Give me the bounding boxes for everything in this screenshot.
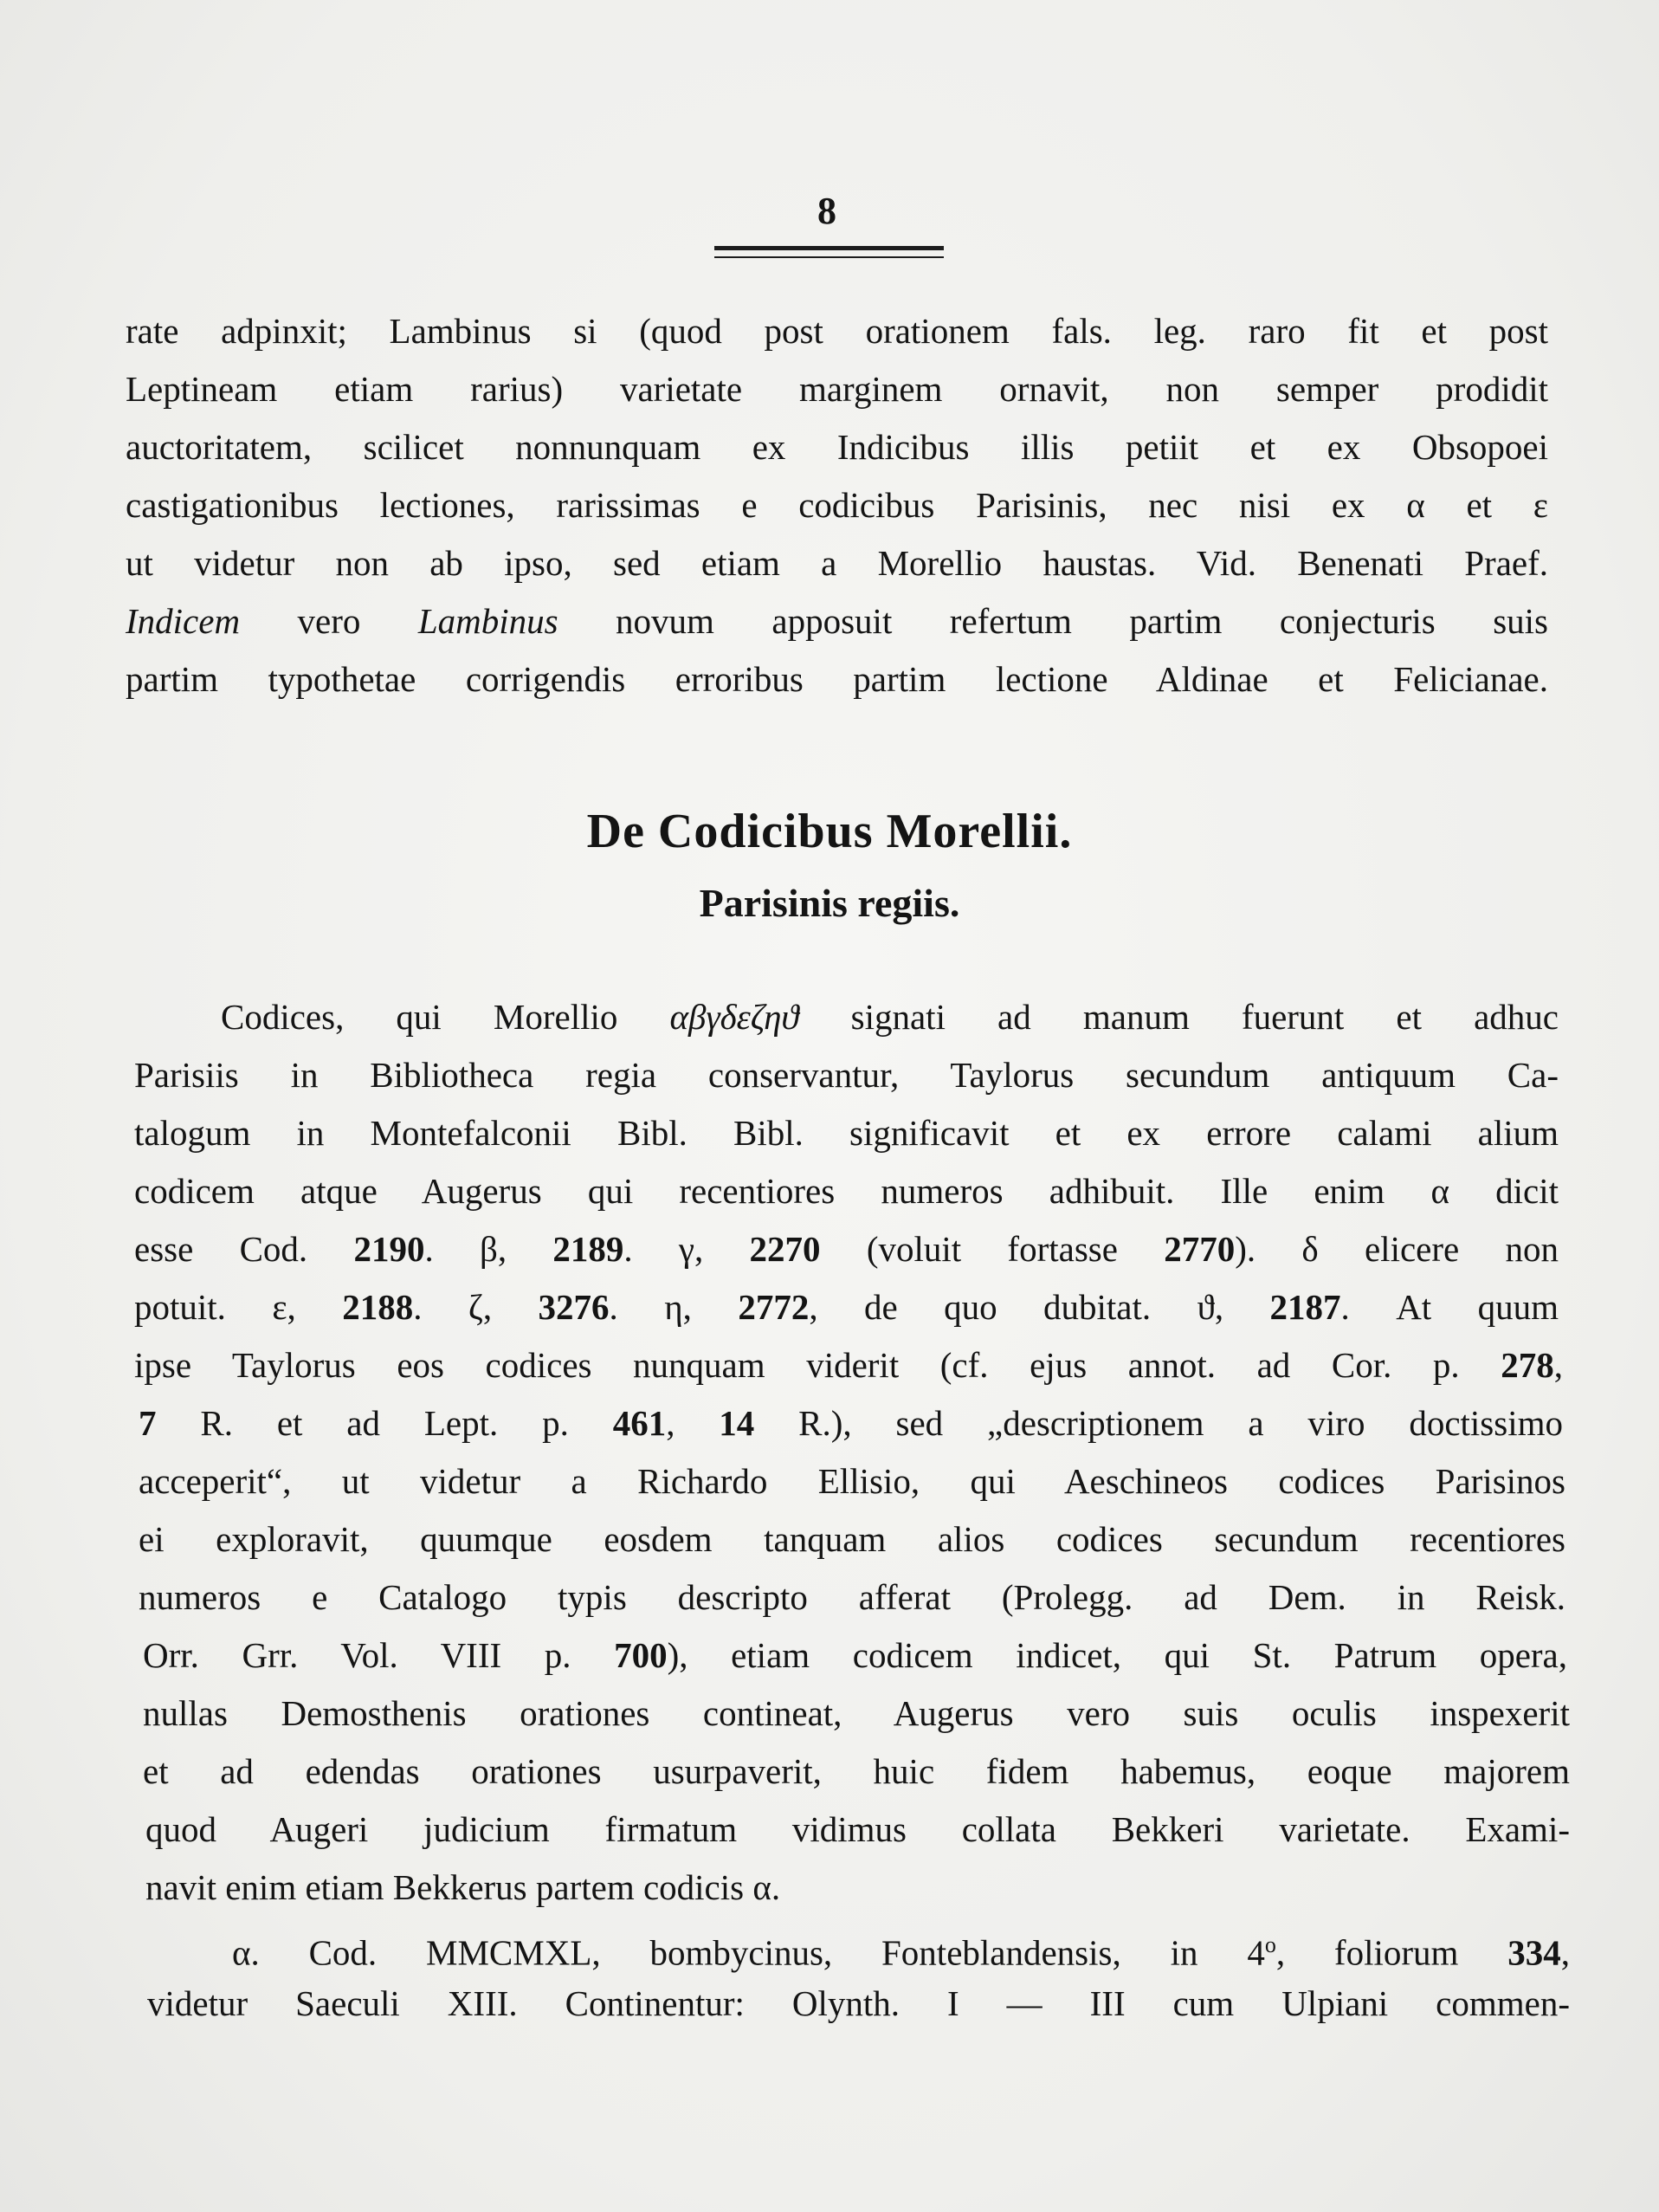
text-run: potuit. ε, xyxy=(134,1287,343,1327)
section-title: De Codicibus Morellii. xyxy=(586,805,1073,858)
text-run: . At quum xyxy=(1340,1287,1559,1327)
page-reference: 461 xyxy=(612,1403,667,1443)
text-line: codicem atque Augerus qui recentiores numeros adhibuit. Ille enim α dicit xyxy=(134,1171,1559,1211)
text-run: R.), sed „descriptionem a viro doctissimo xyxy=(754,1403,1563,1443)
text-run: . ζ, xyxy=(413,1287,539,1327)
text-line: numeros e Catalogo typis descripto afferat (Prolegg. ad Dem. in Reisk. xyxy=(139,1577,1565,1617)
folio-count: 334 xyxy=(1507,1932,1561,1973)
codex-number: 2270 xyxy=(749,1229,821,1269)
header-rule-thin xyxy=(714,256,944,258)
text-run: signati ad manum fuerunt et adhuc xyxy=(798,997,1559,1037)
page-reference: 700 xyxy=(614,1635,668,1675)
text-run: , de quo dubitat. ϑ, xyxy=(809,1287,1270,1327)
text-run: . β, xyxy=(424,1229,553,1269)
text-line: acceperit“, ut videtur a Richardo Ellisio, qui Aeschineos codices Parisinos xyxy=(139,1461,1565,1501)
page-reference: 14 xyxy=(719,1403,755,1443)
text-line: rate adpinxit; Lambinus si (quod post orationem fals. leg. raro fit et post xyxy=(126,311,1548,351)
text-line xyxy=(134,1286,1559,1328)
page-reference: 7 xyxy=(139,1403,157,1443)
text-line: partim typothetae corrigendis erroribus partim lectione Aldinae et Felicianae. xyxy=(126,659,1548,699)
text-line: auctoritatem, scilicet nonnunquam ex Indicibus illis petiit et ex Obsopoei xyxy=(126,427,1548,467)
codex-number: 2770 xyxy=(1164,1229,1236,1269)
text-line xyxy=(232,1924,1570,1974)
text-line xyxy=(139,1402,1563,1444)
page-reference: 278 xyxy=(1501,1345,1554,1385)
italic-word: Lambinus xyxy=(417,601,558,641)
text-run: . η, xyxy=(609,1287,739,1327)
text-run: ipse Taylorus eos codices nunquam viderit (cf. ejus annot. ad Cor. p. xyxy=(134,1345,1501,1385)
text-run: R. et ad Lept. p. xyxy=(156,1403,613,1443)
text-line: ut videtur non ab ipso, sed etiam a Morellio haustas. Vid. Benenati Praef. xyxy=(126,543,1548,583)
text-run: , foliorum xyxy=(1275,1932,1508,1973)
text-run: α. Cod. MMCMXL, bombycinus, Fonteblandensis, in 4 xyxy=(232,1932,1265,1973)
text-run: vero xyxy=(240,601,418,641)
text-run: ), etiam codicem indicet, qui St. Patrum opera, xyxy=(667,1635,1567,1675)
text-line: videtur Saeculi XIII. Continentur: Olynth. I — III cum Ulpiani commen- xyxy=(147,1983,1570,2023)
codex-number: 3276 xyxy=(538,1287,610,1327)
text-line: nullas Demosthenis orationes contineat, Augerus vero suis oculis inspexerit xyxy=(143,1693,1570,1733)
text-run: , xyxy=(666,1403,720,1443)
text-run: ). δ elicere non xyxy=(1235,1229,1559,1269)
text-line: navit enim etiam Bekkerus partem codicis α. xyxy=(145,1867,781,1907)
text-line xyxy=(134,1228,1559,1270)
text-run: novum apposuit refertum partim conjecturis suis xyxy=(558,601,1548,641)
text-run: (voluit fortasse xyxy=(820,1229,1165,1269)
codex-number: 2190 xyxy=(353,1229,425,1269)
text-line: Parisiis in Bibliotheca regia conservantur, Taylorus secundum antiquum Ca- xyxy=(134,1055,1559,1095)
text-line xyxy=(134,1344,1563,1386)
text-line xyxy=(126,600,1548,642)
text-line: ei exploravit, quumque eosdem tanquam alios codices secundum recentiores xyxy=(139,1519,1565,1559)
page-number: 8 xyxy=(817,190,836,232)
text-run: . γ, xyxy=(623,1229,750,1269)
codex-number: 2189 xyxy=(552,1229,624,1269)
text-line: Leptineam etiam rarius) varietate marginem ornavit, non semper prodidit xyxy=(126,369,1548,409)
text-line: et ad edendas orationes usurpaverit, huic fidem habemus, eoque majorem xyxy=(143,1751,1570,1791)
greek-sigla: αβγδεζηϑ xyxy=(669,997,799,1037)
text-run: , xyxy=(1560,1932,1570,1973)
italic-word: Indicem xyxy=(126,601,241,641)
text-line xyxy=(221,996,1559,1038)
text-run: esse Cod. xyxy=(134,1229,354,1269)
text-line xyxy=(143,1634,1567,1676)
text-line: castigationibus lectiones, rarissimas e codicibus Parisinis, nec nisi ex α et ε xyxy=(126,485,1548,525)
header-rule-thick xyxy=(714,246,944,250)
text-line: talogum in Montefalconii Bibl. Bibl. significavit et ex errore calami alium xyxy=(134,1113,1559,1153)
text-run: , xyxy=(1553,1345,1563,1385)
text-line: quod Augeri judicium firmatum vidimus collata Bekkeri varietate. Exami- xyxy=(145,1809,1570,1849)
codex-number: 2188 xyxy=(342,1287,414,1327)
text-run: Codices, qui Morellio xyxy=(221,997,670,1037)
text-run: Orr. Grr. Vol. VIII p. xyxy=(143,1635,615,1675)
superscript: o xyxy=(1264,1932,1276,1957)
codex-number: 2772 xyxy=(738,1287,810,1327)
codex-number: 2187 xyxy=(1269,1287,1341,1327)
section-subtitle: Parisinis regiis. xyxy=(699,881,960,925)
